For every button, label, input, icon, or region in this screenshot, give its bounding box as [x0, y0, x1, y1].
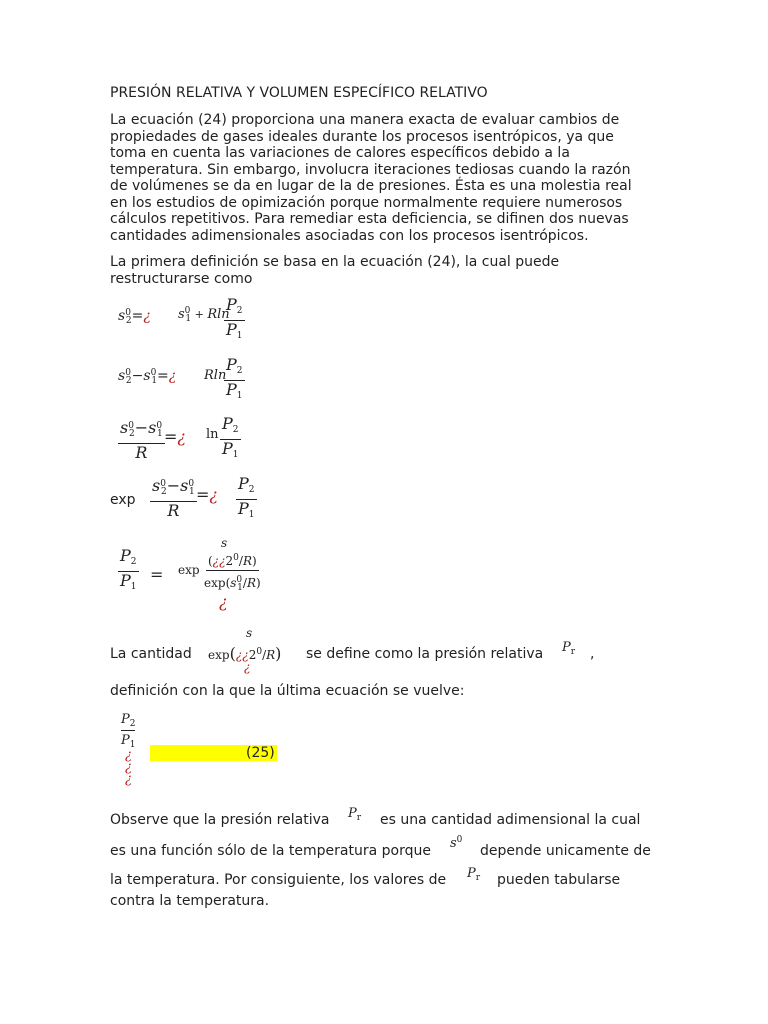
text-line: La primera definición se basa en la ecuación (24), la cual puede	[110, 254, 560, 270]
observe-text: Observe que la presión relativa	[110, 812, 330, 828]
page-title: PRESIÓN RELATIVA Y VOLUMEN ESPECÍFICO RELATIVO	[110, 85, 488, 101]
la-temp-text: la temperatura. Por consiguiente, los valores de	[110, 872, 447, 888]
depende-text: depende unicamente de	[480, 843, 651, 859]
text-line: en los estudios de opimización porque normalmente requiere numerosos	[110, 194, 623, 211]
pueden-text: pueden tabularse	[497, 872, 621, 888]
pr-symbol: $P_r$	[562, 640, 576, 657]
observe-cont: es una cantidad adimensional la cual	[380, 812, 641, 828]
equation-number: (25)	[246, 745, 275, 761]
funcion-text: es una función sólo de la temperatura porque	[110, 843, 431, 859]
text-line: toma en cuenta las variaciones de calores específicos debido a la	[110, 145, 570, 161]
s0-symbol: $s^0$	[450, 835, 463, 851]
text-line: de volúmenes se da en lugar de la de presiones. Ésta es una molestia real	[110, 178, 632, 194]
define-text: se define como la presión relativa	[306, 646, 544, 662]
text-line: cálculos repetitivos. Para remediar esta deficiencia, se difinen dos nuevas	[110, 211, 629, 227]
text-line: propiedades de gases ideales durante los procesos isentrópicos, ya que	[110, 128, 614, 145]
comma: ,	[590, 646, 595, 662]
exp-label: exp	[110, 492, 136, 508]
text-line: La ecuación (24) proporciona una manera exacta de evaluar cambios de	[110, 112, 620, 128]
text-line: restructurarse como	[110, 270, 253, 287]
text-line: contra la temperatura.	[110, 893, 270, 909]
pr-symbol: $P_r$	[348, 806, 362, 823]
pr-symbol: $P_r$	[467, 866, 481, 883]
cantidad-text: La cantidad	[110, 646, 192, 662]
text-line: definición con la que la última ecuación se vuelve:	[110, 683, 465, 699]
text-line: cantidades adimensionales asociadas con los procesos isentrópicos.	[110, 227, 589, 244]
text-line: temperatura. Sin embargo, involucra iteraciones tediosas cuando la razón	[110, 161, 631, 178]
